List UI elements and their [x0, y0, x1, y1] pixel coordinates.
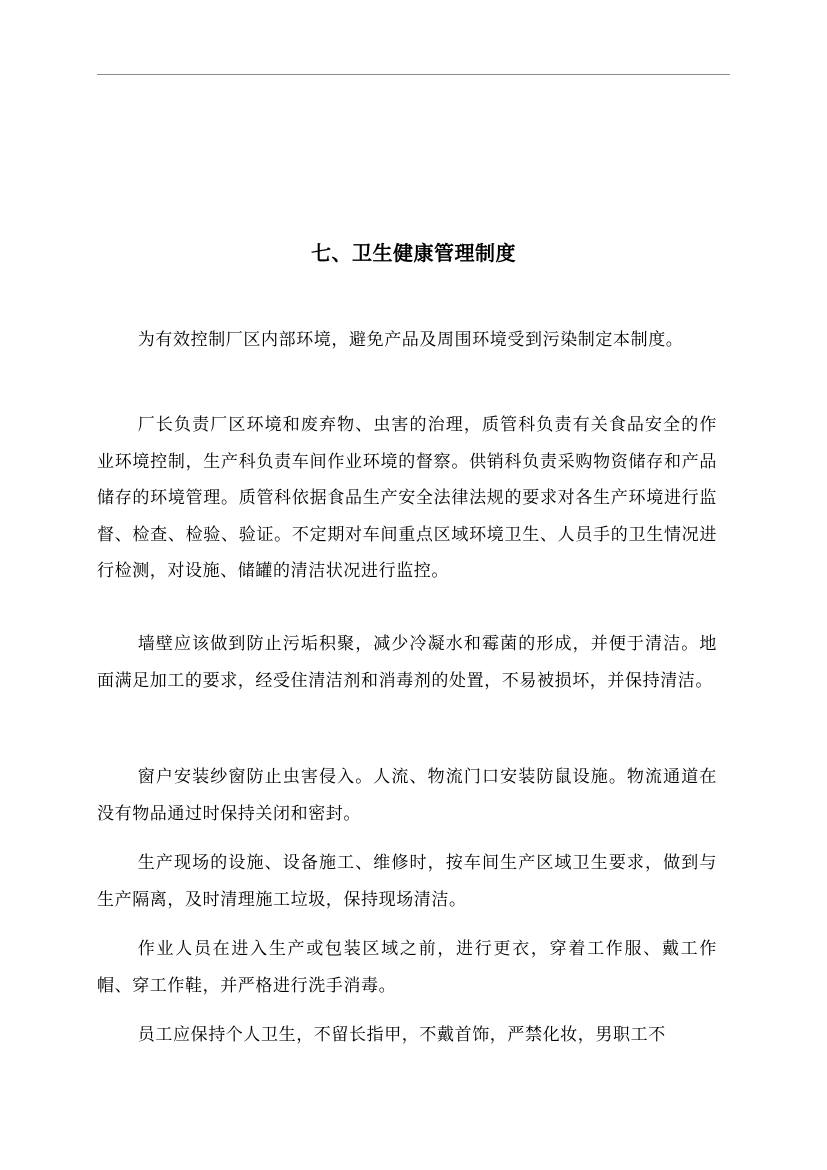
paragraph-responsibilities: 厂长负责厂区环境和废弃物、虫害的治理，质管科负责有关食品安全的作业环境控制，生产科负责车间作业环境的督察。供销科负责采购物资储存和产品储存的环境管理。质管科依据食品生产安全法律法规的要求对各生产环境进行监督、检查、检验、验证。不定期对车间重点区域环境卫生、人员手的卫生情况进行检测，对设施、储罐的清洁状况进行监控。 [97, 415, 717, 581]
paragraph-changing: 作业人员在进入生产或包装区域之前，进行更衣，穿着工作服、戴工作帽、穿工作鞋，并严格进行洗手消毒。 [97, 939, 717, 996]
paragraph-windows-doors: 窗户安装纱窗防止虫害侵入。人流、物流门口安装防鼠设施。物流通道在没有物品通过时保持关闭和密封。 [97, 767, 717, 824]
paragraph-personal-hygiene: 员工应保持个人卫生，不留长指甲，不戴首饰，严禁化妆，男职工不 [137, 1025, 666, 1045]
header-rule [97, 74, 730, 75]
page-title: 七、卫生健康管理制度 [311, 241, 516, 265]
paragraph-walls-floors: 墙壁应该做到防止污垢积聚，减少冷凝水和霉菌的形成，并便于清洁。地面满足加工的要求，经受住清洁剂和消毒剂的处置，不易被损坏，并保持清洁。 [97, 634, 717, 691]
paragraph-construction: 生产现场的设施、设备施工、维修时，按车间生产区域卫生要求，做到与生产隔离，及时清理施工垃圾，保持现场清洁。 [97, 853, 717, 910]
paragraph-purpose: 为有效控制厂区内部环境，避免产品及周围环境受到污染制定本制度。 [137, 330, 684, 350]
